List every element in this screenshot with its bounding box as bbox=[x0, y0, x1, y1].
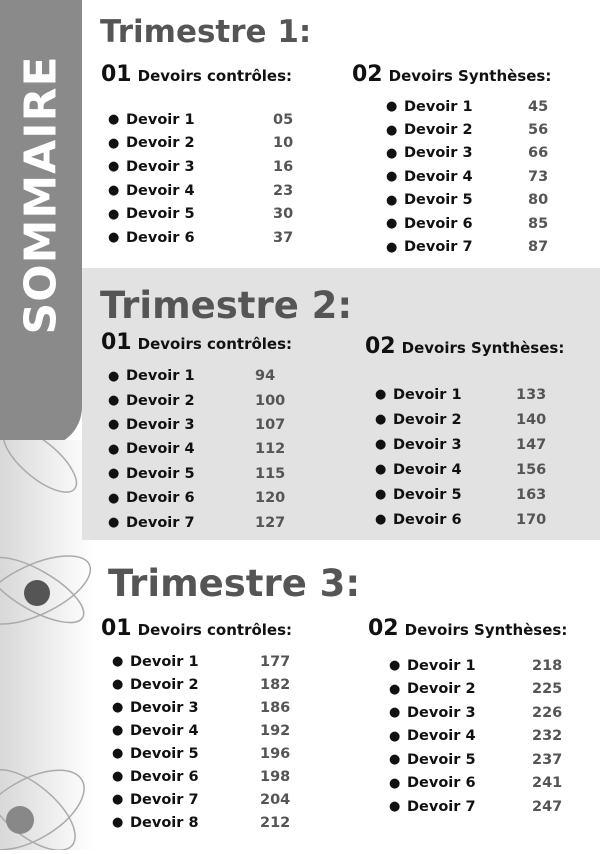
bullet-icon: ● bbox=[112, 700, 124, 715]
item-label: Devoir 6 bbox=[126, 229, 195, 246]
bullet-icon: ● bbox=[112, 792, 124, 807]
item-label: Devoir 1 bbox=[130, 653, 199, 670]
list-item[interactable] bbox=[112, 811, 290, 834]
item-label: Devoir 6 bbox=[407, 775, 476, 792]
page-number: 66 bbox=[528, 145, 549, 162]
bullet-icon: ● bbox=[375, 387, 387, 402]
list-item[interactable] bbox=[108, 510, 285, 534]
item-label: Devoir 4 bbox=[407, 728, 476, 745]
list-item[interactable] bbox=[112, 696, 290, 719]
page-number: 115 bbox=[255, 465, 286, 482]
list-item[interactable] bbox=[386, 118, 548, 141]
page-number: 182 bbox=[260, 676, 291, 693]
item-label: Devoir 1 bbox=[126, 368, 195, 385]
section-number: 02 bbox=[368, 616, 399, 641]
item-label: Devoir 2 bbox=[407, 681, 476, 698]
sidebar-title: SOMMAIRE bbox=[15, 55, 67, 335]
list-item[interactable] bbox=[112, 788, 290, 811]
page-number: 80 bbox=[528, 192, 549, 209]
bullet-icon: ● bbox=[108, 112, 120, 128]
item-label: Devoir 6 bbox=[393, 511, 462, 528]
page-number: 45 bbox=[528, 98, 549, 115]
list-item[interactable] bbox=[375, 407, 546, 432]
page-number: 127 bbox=[255, 514, 286, 531]
bullet-icon: ● bbox=[389, 658, 401, 674]
page-number: 232 bbox=[532, 728, 563, 745]
bullet-icon: ● bbox=[386, 169, 398, 185]
bullet-icon: ● bbox=[386, 145, 398, 161]
list-item[interactable] bbox=[112, 742, 290, 765]
trimestre-3-title: Trimestre 3: bbox=[108, 562, 361, 605]
item-label: Devoir 1 bbox=[126, 111, 195, 128]
bullet-icon: ● bbox=[112, 654, 124, 669]
bullet-icon: ● bbox=[108, 135, 120, 151]
bullet-icon: ● bbox=[389, 752, 401, 768]
section-number: 01 bbox=[101, 330, 132, 355]
list-item[interactable] bbox=[108, 462, 285, 486]
list-item[interactable] bbox=[108, 437, 285, 461]
syntheses-heading bbox=[368, 616, 567, 641]
page-number: 73 bbox=[528, 168, 549, 185]
item-label: Devoir 2 bbox=[393, 411, 462, 428]
list-item[interactable] bbox=[108, 388, 285, 412]
list-item[interactable] bbox=[389, 678, 562, 702]
list-item[interactable] bbox=[112, 673, 290, 696]
list-item[interactable] bbox=[386, 95, 548, 118]
list-item[interactable] bbox=[112, 765, 290, 788]
page-number: 133 bbox=[516, 386, 547, 403]
controles-heading bbox=[101, 330, 292, 355]
item-label: Devoir 5 bbox=[130, 745, 199, 762]
page-number: 05 bbox=[273, 111, 294, 128]
page-number: 170 bbox=[516, 511, 547, 528]
bullet-icon: ● bbox=[108, 441, 120, 457]
bullet-icon: ● bbox=[108, 368, 120, 384]
page-number: 140 bbox=[516, 411, 547, 428]
list-item[interactable] bbox=[108, 202, 293, 226]
controles-list bbox=[112, 650, 290, 834]
page-number: 156 bbox=[516, 461, 547, 478]
item-label: Devoir 3 bbox=[404, 145, 473, 162]
item-label: Devoir 2 bbox=[404, 122, 473, 139]
section-label: Devoirs Synthèses: bbox=[388, 67, 552, 85]
atom-illustration bbox=[0, 440, 95, 850]
item-label: Devoir 3 bbox=[126, 158, 195, 175]
list-item[interactable] bbox=[108, 132, 293, 156]
item-label: Devoir 2 bbox=[130, 676, 199, 693]
item-label: Devoir 3 bbox=[126, 416, 195, 433]
item-label: Devoir 5 bbox=[404, 192, 473, 209]
controles-list bbox=[108, 108, 293, 250]
page-number: 37 bbox=[273, 229, 294, 246]
list-item[interactable] bbox=[375, 482, 546, 507]
list-item[interactable] bbox=[108, 179, 293, 203]
item-label: Devoir 2 bbox=[126, 135, 195, 152]
section-label: Devoirs contrôles: bbox=[137, 67, 293, 85]
bullet-icon: ● bbox=[389, 728, 401, 744]
controles-list bbox=[108, 364, 285, 535]
page-number: 212 bbox=[260, 814, 291, 831]
list-item[interactable] bbox=[108, 108, 293, 132]
page-number: 30 bbox=[273, 206, 294, 223]
item-label: Devoir 3 bbox=[393, 436, 462, 453]
page-number: 107 bbox=[255, 416, 286, 433]
item-label: Devoir 3 bbox=[130, 699, 199, 716]
list-item[interactable] bbox=[389, 701, 562, 725]
bullet-icon: ● bbox=[375, 512, 387, 527]
list-item[interactable] bbox=[389, 795, 562, 819]
bullet-icon: ● bbox=[389, 705, 401, 721]
bullet-icon: ● bbox=[112, 815, 124, 830]
item-label: Devoir 7 bbox=[404, 239, 473, 256]
bullet-icon: ● bbox=[112, 769, 124, 784]
list-item[interactable] bbox=[108, 155, 293, 179]
list-item[interactable] bbox=[108, 486, 285, 510]
list-item[interactable] bbox=[375, 507, 546, 532]
page-number: 100 bbox=[255, 392, 286, 409]
list-item[interactable] bbox=[386, 235, 548, 258]
sidebar bbox=[0, 0, 82, 447]
bullet-icon: ● bbox=[375, 437, 387, 452]
bullet-icon: ● bbox=[375, 412, 387, 427]
list-item[interactable] bbox=[108, 413, 285, 437]
bullet-icon: ● bbox=[108, 159, 120, 175]
item-label: Devoir 2 bbox=[126, 392, 195, 409]
syntheses-list bbox=[389, 654, 562, 819]
bullet-icon: ● bbox=[108, 206, 120, 222]
page-number: 94 bbox=[255, 368, 276, 385]
item-label: Devoir 5 bbox=[126, 465, 195, 482]
section-label: Devoirs Synthèses: bbox=[401, 339, 565, 357]
bullet-icon: ● bbox=[108, 230, 120, 246]
page-number: 237 bbox=[532, 751, 563, 768]
page-number: 226 bbox=[532, 704, 563, 721]
item-label: Devoir 4 bbox=[404, 168, 473, 185]
page-number: 23 bbox=[273, 182, 294, 199]
syntheses-heading bbox=[352, 62, 551, 87]
item-label: Devoir 4 bbox=[393, 461, 462, 478]
bullet-icon: ● bbox=[112, 746, 124, 761]
list-item[interactable] bbox=[375, 457, 546, 482]
bullet-icon: ● bbox=[389, 775, 401, 791]
item-label: Devoir 1 bbox=[404, 98, 473, 115]
page-number: 112 bbox=[255, 441, 286, 458]
item-label: Devoir 1 bbox=[393, 386, 462, 403]
page-number: 225 bbox=[532, 681, 563, 698]
trimestre-1-title: Trimestre 1: bbox=[100, 14, 312, 50]
list-item[interactable] bbox=[386, 189, 548, 212]
list-item[interactable] bbox=[112, 650, 290, 673]
item-label: Devoir 4 bbox=[130, 722, 199, 739]
bullet-icon: ● bbox=[108, 466, 120, 482]
syntheses-list bbox=[375, 382, 546, 532]
bullet-icon: ● bbox=[375, 487, 387, 502]
bullet-icon: ● bbox=[389, 681, 401, 697]
list-item[interactable] bbox=[375, 382, 546, 407]
item-label: Devoir 1 bbox=[407, 657, 476, 674]
bullet-icon: ● bbox=[112, 677, 124, 692]
page-number: 198 bbox=[260, 768, 291, 785]
page-number: 16 bbox=[273, 158, 294, 175]
bullet-icon: ● bbox=[112, 723, 124, 738]
page-number: 177 bbox=[260, 653, 291, 670]
bullet-icon: ● bbox=[386, 239, 398, 255]
bullet-icon: ● bbox=[386, 192, 398, 208]
item-label: Devoir 5 bbox=[126, 206, 195, 223]
item-label: Devoir 6 bbox=[130, 768, 199, 785]
section-number: 02 bbox=[365, 334, 396, 359]
item-label: Devoir 4 bbox=[126, 182, 195, 199]
item-label: Devoir 6 bbox=[404, 215, 473, 232]
page-number: 85 bbox=[528, 215, 549, 232]
section-label: Devoirs Synthèses: bbox=[404, 621, 568, 639]
bullet-icon: ● bbox=[389, 799, 401, 815]
controles-heading bbox=[101, 62, 292, 87]
syntheses-heading bbox=[365, 334, 564, 359]
page-number: 196 bbox=[260, 745, 291, 762]
bullet-icon: ● bbox=[386, 122, 398, 138]
list-item[interactable] bbox=[389, 725, 562, 749]
bullet-icon: ● bbox=[375, 462, 387, 477]
item-label: Devoir 7 bbox=[407, 798, 476, 815]
section-number: 01 bbox=[101, 62, 132, 87]
list-item[interactable] bbox=[386, 165, 548, 188]
page-number: 192 bbox=[260, 722, 291, 739]
bullet-icon: ● bbox=[386, 216, 398, 232]
list-item[interactable] bbox=[386, 142, 548, 165]
list-item[interactable] bbox=[389, 748, 562, 772]
page-number: 10 bbox=[273, 135, 294, 152]
page-number: 56 bbox=[528, 122, 549, 139]
list-item[interactable] bbox=[375, 432, 546, 457]
list-item[interactable] bbox=[112, 719, 290, 742]
page-number: 87 bbox=[528, 239, 549, 256]
item-label: Devoir 7 bbox=[126, 514, 195, 531]
list-item[interactable] bbox=[108, 364, 285, 388]
item-label: Devoir 3 bbox=[407, 704, 476, 721]
list-item[interactable] bbox=[389, 772, 562, 796]
bullet-icon: ● bbox=[108, 183, 120, 199]
page-number: 163 bbox=[516, 486, 547, 503]
section-label: Devoirs contrôles: bbox=[137, 335, 293, 353]
bullet-icon: ● bbox=[108, 393, 120, 409]
section-number: 02 bbox=[352, 62, 383, 87]
list-item[interactable] bbox=[386, 212, 548, 235]
item-label: Devoir 5 bbox=[407, 751, 476, 768]
bullet-icon: ● bbox=[108, 490, 120, 506]
controles-heading bbox=[101, 616, 292, 641]
page-number: 204 bbox=[260, 791, 291, 808]
page-number: 218 bbox=[532, 657, 563, 674]
bullet-icon: ● bbox=[386, 99, 398, 115]
bullet-icon: ● bbox=[108, 417, 120, 433]
page-number: 120 bbox=[255, 490, 286, 507]
section-label: Devoirs contrôles: bbox=[137, 621, 293, 639]
trimestre-2-title: Trimestre 2: bbox=[100, 284, 353, 327]
item-label: Devoir 7 bbox=[130, 791, 199, 808]
page-number: 241 bbox=[532, 775, 563, 792]
page-number: 247 bbox=[532, 798, 563, 815]
syntheses-list bbox=[386, 95, 548, 259]
page-number: 186 bbox=[260, 699, 291, 716]
list-item[interactable] bbox=[108, 226, 293, 250]
section-number: 01 bbox=[101, 616, 132, 641]
item-label: Devoir 6 bbox=[126, 490, 195, 507]
item-label: Devoir 4 bbox=[126, 441, 195, 458]
list-item[interactable] bbox=[389, 654, 562, 678]
bullet-icon: ● bbox=[108, 515, 120, 531]
item-label: Devoir 5 bbox=[393, 486, 462, 503]
page-number: 147 bbox=[516, 436, 547, 453]
item-label: Devoir 8 bbox=[130, 814, 199, 831]
